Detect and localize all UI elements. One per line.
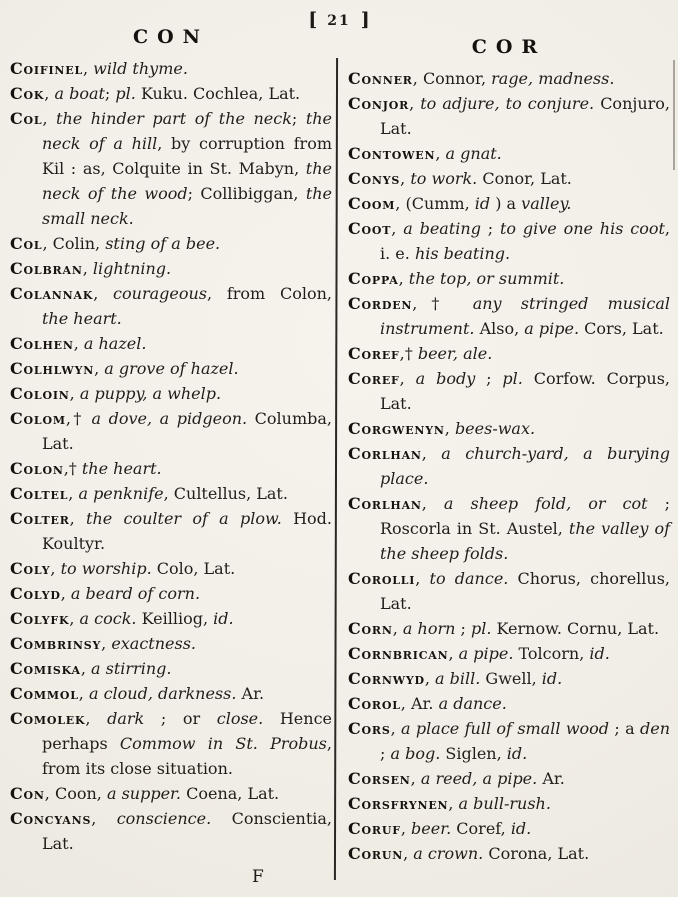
entry-text: ; [475,369,503,388]
dictionary-entry [348,141,670,166]
entry-text: , [390,719,402,738]
entry-text: , [69,609,80,628]
column-cor-entries [348,66,670,866]
entry-text: Kuku. Cochlea, Lat. [135,84,301,103]
entry-text: ; [291,109,306,128]
dictionary-entry [348,341,670,366]
dictionary-entry [348,441,670,491]
entry-text: , [50,559,61,578]
entry-definition-text: id. [510,819,532,838]
entry-headword: Corun [348,844,404,863]
entry-headword: Coifinel [10,59,83,78]
entry-headword: Comolek [10,709,86,728]
entry-definition-text: conscience. [116,809,212,828]
entry-definition-text: beer. [411,819,452,838]
entry-text: Cors, Lat. [579,319,664,338]
entry-text: , [69,509,87,528]
entry-text: , [398,269,409,288]
entry-headword: Corsfrynen [348,794,449,813]
entry-text: , [91,809,117,828]
entry-headword: Combrinsy [10,634,102,653]
entry-text: , [78,684,89,703]
dictionary-entry [10,706,332,781]
entry-definition-text: pl. [470,619,492,638]
entry-headword: Corolli [348,569,416,588]
dictionary-entry [10,481,332,506]
dictionary-entry [348,416,670,441]
entry-definition-text: exactness. [111,634,197,653]
entry-headword: Corsen [348,769,411,788]
entry-text: Coref, [451,819,511,838]
entry-definition-text: a boat [54,84,105,103]
entry-definition-text: den [640,719,671,738]
entry-headword: Commol [10,684,79,703]
entry-headword: Corn [348,619,393,638]
entry-definition-text: the heart. [42,309,122,328]
entry-text: Conjuro, Lat. [380,94,671,138]
entry-definition-text: id. [541,669,563,688]
entry-text: ; Collibiggan, [187,184,306,203]
dictionary-entry [348,166,670,191]
dictionary-entry [10,81,332,106]
entry-definition-text: the small neck. [42,184,333,228]
entry-definition-text: id. [506,744,528,763]
entry-headword: Corlhan [348,444,422,463]
entry-definition-text: a reed, a pipe. [420,769,538,788]
entry-headword: Colhen [10,334,74,353]
entry-text: , (Cumm, [395,194,475,213]
entry-definition-text: the coulter of a plow. [86,509,282,528]
dictionary-entry [348,816,670,841]
entry-definition-text: a sheep fold, or cot [443,494,648,513]
dictionary-entry [348,216,670,266]
dictionary-entry [348,641,670,666]
entry-text: ,† [65,409,92,428]
page-number: 21 [327,13,351,29]
entry-text: Chorus, chorellus, Lat. [380,569,671,613]
page-edge-mark [673,60,675,170]
entry-definition-text: the heart. [81,459,162,478]
entry-definition-text: to dance. [429,569,509,588]
dictionary-entry [348,91,670,141]
entry-text: , [94,359,105,378]
entry-text: Ar. [236,684,265,703]
entry-headword: Corlhan [348,494,422,513]
entry-headword: Cors [348,719,391,738]
dictionary-entry [10,656,332,681]
entry-text: ; Roscorla in St. Austel, [380,494,670,538]
entry-definition-text: to adjure, to conjure. [420,94,595,113]
dictionary-entry [348,566,670,616]
entry-definition-text: pl. [115,84,136,103]
dictionary-entry [10,606,332,631]
entry-text: Conor, Lat. [477,169,572,188]
entry-definition-text: a place full of small wood [401,719,610,738]
entry-definition-text: a gnat. [445,144,502,163]
entry-definition-text: sting of a bee. [105,234,221,253]
entry-text: , [421,494,444,513]
entry-headword: Corden [348,294,413,313]
entry-text: Siglen, [440,744,507,763]
entry-headword: Coly [10,559,51,578]
entry-headword: Colannak [10,284,94,303]
entry-text: , [400,169,411,188]
entry-definition-text: a pipe. [458,644,514,663]
entry-definition-text: to give one his coot [499,219,665,238]
entry-headword: Coref [348,369,400,388]
text-columns [10,14,670,866]
entry-text: , [403,844,414,863]
entry-text: Gwell, [480,669,542,688]
entry-text: Keilliog, [136,609,214,628]
signature-mark: F [252,867,264,887]
entry-definition-text: beer, ale. [417,344,493,363]
entry-text: ,† [63,459,82,478]
entry-text: , [69,384,80,403]
entry-definition-text: a penknife [78,484,164,503]
entry-headword: Col [10,109,43,128]
entry-text: ,† [412,294,473,313]
entry-definition-text: a body [415,369,476,388]
entry-definition-text: the top, or summit. [408,269,565,288]
dictionary-entry [10,681,332,706]
entry-text: , [409,94,421,113]
entry-text: Columba, Lat. [42,409,333,453]
column-con-entries [10,56,332,856]
entry-text: , [421,444,442,463]
entry-headword: Colyd [10,584,61,603]
entry-text: , [391,219,404,238]
entry-text: Ar. [537,769,565,788]
dictionary-entry [10,631,332,656]
dictionary-entry [348,766,670,791]
entry-headword: Con [10,784,45,803]
entry-headword: Coppa [348,269,399,288]
entry-definition-text: a horn [402,619,456,638]
entry-definition-text: to work. [410,169,478,188]
entry-definition-text: rage, madness. [491,69,615,88]
entry-definition-text: any stringed musical instrument. [380,294,671,338]
dictionary-entry [10,506,332,556]
entry-definition-text: id. [589,644,610,663]
entry-text: Also, [474,319,525,338]
dictionary-entry [10,356,332,381]
entry-definition-text: the neck of the wood [42,159,332,203]
dictionary-entry [348,266,670,291]
entry-text: Hence perhaps [42,709,333,753]
entry-headword: Contowen [348,144,436,163]
dictionary-entry [348,291,670,341]
entry-headword: Coloin [10,384,70,403]
entry-headword: Conner [348,69,413,88]
entry-definition-text: id [474,194,491,213]
dictionary-entry [348,666,670,691]
entry-text: , i. e. [380,219,671,263]
entry-text: , [444,419,455,438]
entry-text: , [424,669,436,688]
entry-text: , [82,259,93,278]
dictionary-entry [348,66,670,91]
bracket-left: [ [308,9,318,31]
entry-text: Coena, Lat. [181,784,280,803]
entry-definition-text: a cloud, darkness. [88,684,237,703]
entry-definition-text: his beating. [414,244,511,263]
entry-text: ; a [609,719,641,738]
entry-definition-text: bees-wax. [454,419,536,438]
dictionary-entry [348,191,670,216]
entry-text: , from its close situation. [42,734,332,778]
entry-definition-text: wild thyme. [93,59,188,78]
dictionary-entry [348,691,670,716]
entry-definition-text: a bull-rush. [458,794,551,813]
entry-definition-text: valley. [521,194,572,213]
entry-headword: Corol [348,694,401,713]
entry-text: , [60,584,71,603]
column-cor [348,14,670,866]
entry-definition-text: dark [107,709,145,728]
entry-definition-text: a bog. [390,744,441,763]
entry-definition-text: to worship. [60,559,152,578]
dictionary-entry [348,491,670,566]
entry-definition-text: lightning. [92,259,172,278]
entry-headword: Col [10,234,43,253]
entry-headword: Colter [10,509,70,528]
entry-text: , Connor, [412,69,492,88]
entry-definition-text: a beating [403,219,481,238]
entry-headword: Corgwenyn [348,419,445,438]
bracket-right: ] [360,9,370,31]
dictionary-entry [10,106,332,231]
entry-headword: Colyfk [10,609,70,628]
entry-text: , [80,659,92,678]
entry-headword: Colbran [10,259,83,278]
entry-headword: Coom [348,194,396,213]
entry-headword: Colhlwyn [10,359,95,378]
entry-text: , [85,709,108,728]
entry-definition-text: a dove, a pidgeon. [91,409,248,428]
entry-text: , [68,484,79,503]
entry-text: , Ar. [400,694,439,713]
dictionary-entry [10,281,332,331]
entry-text: , [83,59,94,78]
entry-text: , [415,569,430,588]
entry-definition-text: a pipe. [524,319,580,338]
entry-headword: Cok [10,84,45,103]
entry-definition-text: a dance. [438,694,507,713]
entry-text: , [392,619,403,638]
entry-headword: Coot [348,219,392,238]
entry-definition-text: a beard of corn. [70,584,201,603]
entry-text: , Coon, [44,784,107,803]
entry-headword: Colom [10,409,66,428]
entry-text: , by corruption from Kil : as, Colquite in St. Mabyn, [42,134,333,178]
dictionary-entry [348,841,670,866]
entry-headword: Cornbrican [348,644,449,663]
entry-definition-text: id. [213,609,234,628]
entry-text: ; [380,744,391,763]
entry-headword: Coref [348,344,400,363]
entry-definition-text: a stirring. [91,659,172,678]
entry-definition-text: a crown. [413,844,484,863]
dictionary-entry [10,256,332,281]
entry-headword: Conjor [348,94,410,113]
entry-definition-text: a hazel. [83,334,147,353]
entry-text: , [93,284,114,303]
entry-definition-text: Commow in St. Probus [119,734,327,753]
entry-headword: Colon [10,459,64,478]
entry-definition-text: close. [216,709,264,728]
dictionary-entry [10,806,332,856]
entry-text: , [400,819,412,838]
column-title-con: CON [132,26,210,48]
entry-text: Tolcorn, [513,644,590,663]
entry-definition-text: the neck of a hill [42,109,333,153]
entry-headword: Coruf [348,819,401,838]
entry-text: Hod. Koultyr. [42,509,333,553]
entry-text: , [435,144,446,163]
dictionary-entry [10,781,332,806]
entry-text: ) a [490,194,522,213]
entry-text: , Colin, [42,234,106,253]
entry-text: , [44,84,55,103]
entry-headword: Cornwyd [348,669,425,688]
dictionary-entry [10,381,332,406]
entry-text: , [399,369,416,388]
entry-text: , [410,769,421,788]
entry-text: , from Colon, [207,284,332,303]
column-title-cor: COR [471,36,547,58]
entry-definition-text: the hinder part of the neck [56,109,292,128]
entry-definition-text: courageous [113,284,207,303]
dictionary-entry [10,406,332,456]
dictionary-entry [10,56,332,81]
entry-text: Colo, Lat. [151,559,236,578]
entry-text: ; [104,84,116,103]
dictionary-entry [10,556,332,581]
entry-definition-text: a puppy, a whelp. [79,384,222,403]
entry-headword: Comiska [10,659,81,678]
entry-definition-text: a church-yard, a burying place. [380,444,670,488]
dictionary-entry [10,231,332,256]
entry-text: Conscientia, Lat. [42,809,332,853]
entry-text: , [448,794,459,813]
entry-definition-text: the valley of the sheep folds. [380,519,671,563]
entry-headword: Coltel [10,484,69,503]
entry-text: , Cultellus, Lat. [163,484,288,503]
entry-text: ; or [144,709,217,728]
entry-text: , [101,634,112,653]
dictionary-entry [348,716,670,766]
entry-definition-text: a supper. [106,784,182,803]
entry-headword: Conys [348,169,401,188]
column-con [10,14,332,866]
entry-text: ; [480,219,500,238]
entry-text: , [448,644,459,663]
dictionary-entry [10,581,332,606]
entry-text: Kernow. Cornu, Lat. [491,619,660,638]
entry-definition-text: a bill. [435,669,481,688]
dictionary-entry [348,616,670,641]
entry-text: ; [455,619,471,638]
entry-text: Corfow. Corpus, Lat. [380,369,670,413]
entry-text: , [73,334,84,353]
entry-text: Corona, Lat. [483,844,590,863]
dictionary-entry [348,366,670,416]
entry-headword: Concyans [10,809,92,828]
entry-definition-text: a cock. [79,609,137,628]
entry-text: , [42,109,57,128]
entry-definition-text: a grove of hazel. [104,359,239,378]
dictionary-entry [348,791,670,816]
entry-definition-text: pl. [502,369,523,388]
dictionary-entry [10,331,332,356]
entry-text: ,† [399,344,418,363]
dictionary-entry [10,456,332,481]
